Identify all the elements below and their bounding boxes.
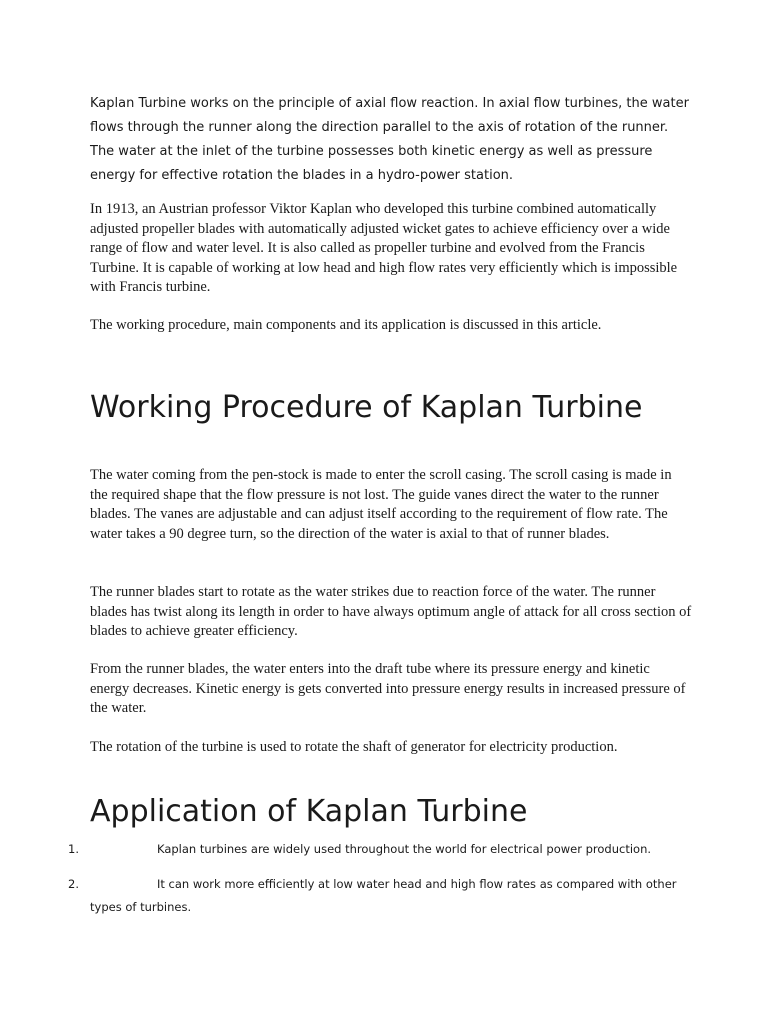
list-item — [68, 838, 688, 861]
application-heading: Application of Kaplan Turbine — [90, 794, 528, 829]
list-item-number: 2. — [68, 877, 79, 891]
article-overview-paragraph: The working procedure, main components and its application is discussed in this article. — [90, 317, 602, 333]
list-item-text: Kaplan turbines are widely used throughout the world for electrical power production. — [157, 842, 652, 856]
intro-paragraph: Kaplan Turbine works on the principle of axial flow reaction. In axial flow turbines, the water flows through the runner along the direction parallel to the axis of rotation of the runner. The water at the inlet of the turbine possesses both kinetic energy as well as pressure energy for effective rotation the blades in a hydro-power station. — [90, 96, 689, 183]
working-procedure-heading: Working Procedure of Kaplan Turbine — [90, 390, 643, 425]
history-paragraph: In 1913, an Austrian professor Viktor Kaplan who developed this turbine combined automatically adjusted propeller blades with automatically adjusted wicket gates to achieve efficiency over a wide range of flow and water level. It is also called as propeller turbine and evolved from the Francis Turbine. It is capable of working at low head and high flow rates very efficiently which is impossible with Francis turbine. — [90, 201, 678, 295]
procedure-paragraph-1: The water coming from the pen-stock is made to enter the scroll casing. The scroll casing is made in the required shape that the flow pressure is not lost. The guide vanes direct the water to the runner blades. The vanes are adjustable and can adjust itself according to the requirement of flow rate. The water takes a 90 degree turn, so the direction of the water is axial to that of runner blades. — [90, 467, 672, 542]
application-list — [68, 838, 688, 931]
list-item-text: It can work more efficiently at low water head and high flow rates as compared with other types of turbines. — [90, 877, 677, 914]
list-item — [68, 873, 688, 919]
procedure-paragraph-3: From the runner blades, the water enters into the draft tube where its pressure energy and kinetic energy decreases. Kinetic energy is gets converted into pressure energy results in increased pressure of the water. — [90, 661, 686, 716]
procedure-paragraph-2: The runner blades start to rotate as the water strikes due to reaction force of the water. The runner blades has twist along its length in order to have always optimum angle of attack for all cross section of blades to achieve greater efficiency. — [90, 584, 692, 639]
list-item-number: 1. — [68, 842, 79, 856]
procedure-paragraph-4: The rotation of the turbine is used to rotate the shaft of generator for electricity production. — [90, 739, 618, 755]
